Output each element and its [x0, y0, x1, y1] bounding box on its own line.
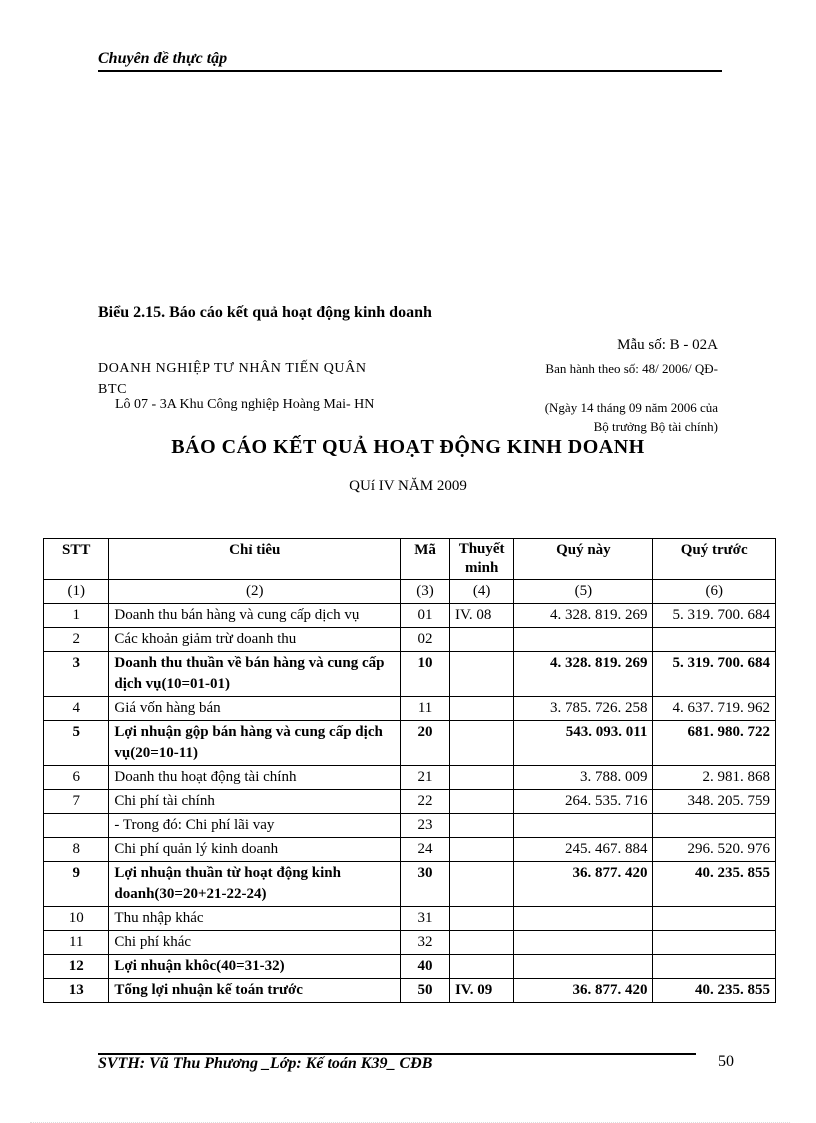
row-note: IV. 08: [449, 604, 513, 628]
row-note: [449, 697, 513, 721]
row-previous-quarter: 348. 205. 759: [653, 790, 776, 814]
row-indicator: Doanh thu thuần về bán hàng và cung cấp dịch vụ(10=01-01): [109, 652, 401, 697]
row-current-quarter: 4. 328. 819. 269: [514, 652, 653, 697]
row-note: [449, 790, 513, 814]
table-index-row: [44, 580, 776, 604]
row-indicator: Lợi nhuận gộp bán hàng và cung cấp dịch vụ(20=10-11): [109, 721, 401, 766]
company-address: Lô 07 - 3A Khu Công nghiệp Hoàng Mai- HN: [115, 397, 375, 412]
row-previous-quarter: 40. 235. 855: [653, 862, 776, 907]
table-row: [44, 931, 776, 955]
row-previous-quarter: 681. 980. 722: [653, 721, 776, 766]
index-cell: (4): [449, 580, 513, 604]
row-note: [449, 766, 513, 790]
decree-line-3: Bộ trưởng Bộ tài chính): [593, 419, 718, 434]
row-current-quarter: 36. 877. 420: [514, 979, 653, 1003]
report-title: BÁO CÁO KẾT QUẢ HOẠT ĐỘNG KINH DOANH: [171, 436, 645, 458]
table-row: [44, 697, 776, 721]
row-previous-quarter: 2. 981. 868: [653, 766, 776, 790]
row-stt: 13: [44, 979, 109, 1003]
index-cell: (2): [109, 580, 401, 604]
row-previous-quarter: [653, 628, 776, 652]
row-code: 22: [401, 790, 450, 814]
header-note: Thuyết minh: [449, 539, 513, 580]
index-cell: (5): [514, 580, 653, 604]
row-note: [449, 814, 513, 838]
row-previous-quarter: [653, 907, 776, 931]
row-stt: 6: [44, 766, 109, 790]
row-current-quarter: [514, 814, 653, 838]
header-divider: [98, 70, 722, 72]
table-row: [44, 790, 776, 814]
row-code: 32: [401, 931, 450, 955]
row-previous-quarter: 40. 235. 855: [653, 979, 776, 1003]
header-title: Chuyên đề thực tập: [98, 50, 228, 67]
decree-line-1: Ban hành theo số: 48/ 2006/ QĐ-: [545, 361, 718, 376]
report-period: QUí IV NĂM 2009: [349, 478, 467, 494]
row-stt: 10: [44, 907, 109, 931]
row-indicator: Các khoản giảm trừ doanh thu: [109, 628, 401, 652]
row-note: [449, 721, 513, 766]
income-statement-table: [43, 538, 776, 1003]
row-code: 01: [401, 604, 450, 628]
company-name-cont: BTC: [98, 382, 128, 397]
header-current-quarter: Quý này: [514, 539, 653, 580]
row-indicator: Lợi nhuận thuần từ hoạt động kinh doanh(30=20+21-22-24): [109, 862, 401, 907]
row-previous-quarter: [653, 955, 776, 979]
row-note: [449, 838, 513, 862]
row-previous-quarter: 5. 319. 700. 684: [653, 652, 776, 697]
row-stt: 12: [44, 955, 109, 979]
table-row: [44, 814, 776, 838]
table-row: [44, 862, 776, 907]
row-stt: 5: [44, 721, 109, 766]
row-code: 31: [401, 907, 450, 931]
table-row: [44, 652, 776, 697]
row-stt: 7: [44, 790, 109, 814]
table-row: [44, 838, 776, 862]
row-indicator: Doanh thu bán hàng và cung cấp dịch vụ: [109, 604, 401, 628]
table-body: [44, 604, 776, 1003]
table-row: [44, 628, 776, 652]
header-code: Mã: [401, 539, 450, 580]
row-previous-quarter: [653, 814, 776, 838]
header-indicator: Chỉ tiêu: [109, 539, 401, 580]
table-row: [44, 766, 776, 790]
row-indicator: Lợi nhuận khôc(40=31-32): [109, 955, 401, 979]
table-header-row: [44, 539, 776, 580]
row-note: [449, 907, 513, 931]
row-current-quarter: 543. 093. 011: [514, 721, 653, 766]
row-code: 11: [401, 697, 450, 721]
row-note: [449, 955, 513, 979]
row-previous-quarter: [653, 931, 776, 955]
row-current-quarter: 3. 785. 726. 258: [514, 697, 653, 721]
row-stt: 2: [44, 628, 109, 652]
table-row: [44, 604, 776, 628]
header-stt: STT: [44, 539, 109, 580]
row-current-quarter: [514, 955, 653, 979]
row-previous-quarter: 296. 520. 976: [653, 838, 776, 862]
table-row: [44, 955, 776, 979]
company-name: DOANH NGHIỆP TƯ NHÂN TIẾN QUÂN: [98, 361, 367, 376]
row-indicator: Chi phí khác: [109, 931, 401, 955]
row-indicator: Doanh thu hoạt động tài chính: [109, 766, 401, 790]
row-code: 24: [401, 838, 450, 862]
row-note: [449, 628, 513, 652]
row-current-quarter: [514, 931, 653, 955]
row-stt: 9: [44, 862, 109, 907]
row-code: 10: [401, 652, 450, 697]
index-cell: (6): [653, 580, 776, 604]
row-note: [449, 931, 513, 955]
row-current-quarter: [514, 907, 653, 931]
company-block: [98, 358, 438, 400]
row-stt: 3: [44, 652, 109, 697]
row-code: 21: [401, 766, 450, 790]
row-stt: 4: [44, 697, 109, 721]
row-code: 23: [401, 814, 450, 838]
form-number: Mẫu số: B - 02A: [617, 337, 718, 353]
row-stt: [44, 814, 109, 838]
index-cell: (1): [44, 580, 109, 604]
table-row: [44, 907, 776, 931]
row-current-quarter: 36. 877. 420: [514, 862, 653, 907]
decree-line-2: (Ngày 14 tháng 09 năm 2006 của: [544, 400, 718, 415]
row-code: 50: [401, 979, 450, 1003]
row-indicator: Chi phí quản lý kinh doanh: [109, 838, 401, 862]
row-previous-quarter: 4. 637. 719. 962: [653, 697, 776, 721]
index-cell: (3): [401, 580, 450, 604]
page-number: 50: [718, 1053, 734, 1070]
row-previous-quarter: 5. 319. 700. 684: [653, 604, 776, 628]
row-current-quarter: 3. 788. 009: [514, 766, 653, 790]
row-code: 40: [401, 955, 450, 979]
row-indicator: Thu nhập khác: [109, 907, 401, 931]
table-row: [44, 979, 776, 1003]
row-stt: 1: [44, 604, 109, 628]
row-note: [449, 652, 513, 697]
row-current-quarter: 264. 535. 716: [514, 790, 653, 814]
row-stt: 8: [44, 838, 109, 862]
row-note: IV. 09: [449, 979, 513, 1003]
figure-caption: Biểu 2.15. Báo cáo kết quả hoạt động kinh doanh: [98, 304, 432, 321]
header-previous-quarter: Quý trước: [653, 539, 776, 580]
row-current-quarter: 245. 467. 884: [514, 838, 653, 862]
row-indicator: Tổng lợi nhuận kế toán trước: [109, 979, 401, 1003]
row-stt: 11: [44, 931, 109, 955]
row-code: 02: [401, 628, 450, 652]
row-code: 30: [401, 862, 450, 907]
row-indicator: - Trong đó: Chi phí lãi vay: [109, 814, 401, 838]
table-row: [44, 721, 776, 766]
decree-block: [494, 398, 718, 436]
row-current-quarter: [514, 628, 653, 652]
row-code: 20: [401, 721, 450, 766]
row-indicator: Chi phí tài chính: [109, 790, 401, 814]
footer-student-info: SVTH: Vũ Thu Phương _Lớp: Kế toán K39_ CĐB: [98, 1055, 433, 1072]
row-note: [449, 862, 513, 907]
row-indicator: Giá vốn hàng bán: [109, 697, 401, 721]
row-current-quarter: 4. 328. 819. 269: [514, 604, 653, 628]
